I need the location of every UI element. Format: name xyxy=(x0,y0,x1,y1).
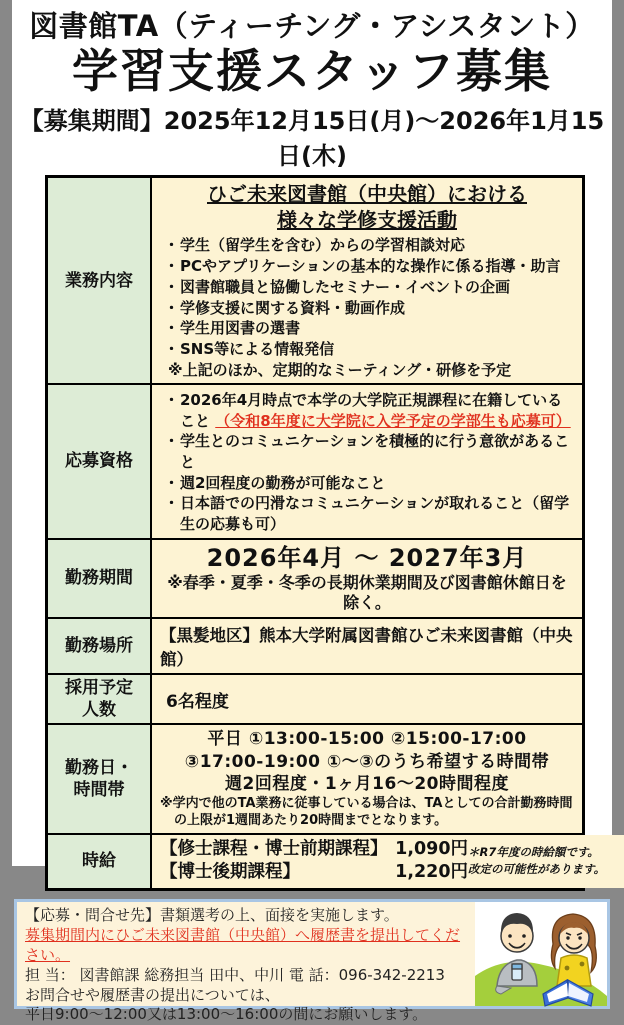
wage-master-value: 1,090円 xyxy=(395,838,468,859)
duties-item: ・ PCやアプリケーションの基本的な操作に係る指導・助言 xyxy=(160,256,574,277)
period-label: 勤務期間 xyxy=(48,540,152,618)
wage-doctor-value: 1,220円 xyxy=(395,862,468,883)
duties-heading-line2: 様々な学修支援活動 xyxy=(277,208,457,233)
contact-box xyxy=(14,899,610,1024)
qualification-item: ・ 学生とのコミュニケーションを積極的に行う意欲があること xyxy=(160,431,574,472)
wage-content xyxy=(152,835,624,888)
duties-list xyxy=(160,235,574,359)
qualification-item xyxy=(160,390,574,431)
schedule-note-line1: ※学内で他のTA業務に従事している場合は、TAとしての合計勤務時間 xyxy=(160,795,573,811)
qualification-item: ・ 日本語での円滑なコミュニケーションが取れること（留学生の応募も可） xyxy=(160,493,574,534)
qualification-item-text: 2026年4月時点で本学の大学院正規課程に在籍していること xyxy=(180,390,563,430)
headcount-label xyxy=(48,675,152,723)
duties-item: ・ 図書館職員と協働したセミナー・イベントの企画 xyxy=(160,277,574,298)
table-row-duties xyxy=(48,178,582,382)
qualifications-label: 応募資格 xyxy=(48,385,152,538)
headcount-value: 6名程度 xyxy=(166,691,229,712)
schedule-note-line2: の上限が1週間あたり20時間までとなります。 xyxy=(174,812,448,828)
duties-item: ・ SNS等による情報発信 xyxy=(160,339,574,360)
schedule-label-line2: 時間帯 xyxy=(73,779,125,800)
duties-item: ・ 学修支援に関する資料・動画作成 xyxy=(160,298,574,319)
duties-heading-line1: ひご未来図書館（中央館）における xyxy=(207,182,527,207)
wage-row-doctor xyxy=(160,861,468,885)
location-content xyxy=(152,619,582,673)
location-label: 勤務場所 xyxy=(48,619,152,673)
schedule-line1: 平日 ①13:00-15:00 ②15:00-17:00 xyxy=(207,729,527,750)
contact-line3: 担 当： 図書館課 総務担当 田中、中川 電 話：096-342-2213 xyxy=(25,965,445,984)
duties-label: 業務内容 xyxy=(48,178,152,382)
location-value: 【黒髪地区】熊本大学附属図書館ひご未来図書館（中央館） xyxy=(160,626,573,670)
poster-title-line2: 学習支援スタッフ募集 xyxy=(72,44,552,99)
wage-doctor-label: 【博士後期課程】 xyxy=(160,862,300,883)
duties-content xyxy=(152,178,582,382)
schedule-label-line1: 勤務日・ xyxy=(65,757,133,778)
headcount-content xyxy=(152,675,582,723)
duties-item: ・ 学生（留学生を含む）からの学習相談対応 xyxy=(160,235,574,256)
table-row-location xyxy=(48,617,582,673)
contact-line4: お問合せや履歴書の提出については、 xyxy=(25,985,280,1004)
table-row-qualifications xyxy=(48,383,582,538)
duties-note: ※上記のほか、定期的なミーティング・研修を予定 xyxy=(168,360,512,379)
period-content xyxy=(152,540,582,618)
schedule-line3: 週2回程度・1ヶ月16～20時間程度 xyxy=(225,774,509,795)
wage-note-line1: ＊R7年度の時給額です。 xyxy=(468,844,599,859)
qualification-item-red-note: （令和8年度に大学院に入学予定の学部生も応募可） xyxy=(215,411,571,430)
poster-page xyxy=(12,0,612,1024)
headcount-label-line1: 採用予定 xyxy=(65,678,133,699)
table-row-headcount xyxy=(48,673,582,723)
table-row-period xyxy=(48,538,582,618)
schedule-line2: ③17:00-19:00 ①～③のうち希望する時間帯 xyxy=(184,751,550,772)
contact-line5: 平日9:00～12:00又は13:00～16:00の間にお願いします。 xyxy=(25,1005,428,1024)
duties-item: ・ 学生用図書の選書 xyxy=(160,318,574,339)
contact-line1: 【応募・問合せ先】書類選考の上、面接を実施します。 xyxy=(25,905,399,924)
period-value: 2026年4月 ～ 2027年3月 xyxy=(206,543,528,572)
qualification-item: ・ 週2回程度の勤務が可能なこと xyxy=(160,473,574,494)
students-illustration xyxy=(475,902,607,1006)
duties-heading xyxy=(160,181,574,233)
contact-line2-red: 募集期間内にひご未来図書館（中央館）へ履歴書を提出してください。 xyxy=(25,925,461,964)
wage-label: 時給 xyxy=(48,835,152,888)
info-table xyxy=(45,175,606,890)
contact-text xyxy=(17,902,475,1024)
schedule-label xyxy=(48,725,152,832)
wage-master-label: 【修士課程・博士前期課程】 xyxy=(160,838,388,859)
wage-note-line2: 改定の可能性があります。 xyxy=(468,862,606,877)
qualifications-content xyxy=(152,385,582,538)
wage-row-master xyxy=(160,838,468,862)
table-row-schedule xyxy=(48,723,582,832)
table-row-wage xyxy=(48,833,606,888)
headcount-label-line2: 人数 xyxy=(82,700,116,721)
period-note: ※春季・夏季・冬季の長期休業期間及び図書館休館日を除く。 xyxy=(167,572,567,613)
schedule-content xyxy=(152,725,582,832)
wage-note xyxy=(468,844,620,879)
students-reading-illustration-svg xyxy=(475,902,607,1006)
recruitment-period: 【募集期間】2025年12月15日(月)～2026年1月15日(木) xyxy=(19,107,605,171)
poster-title-line1: 図書館TA（ティーチング・アシスタント） xyxy=(29,9,595,43)
poster-header xyxy=(12,0,612,171)
